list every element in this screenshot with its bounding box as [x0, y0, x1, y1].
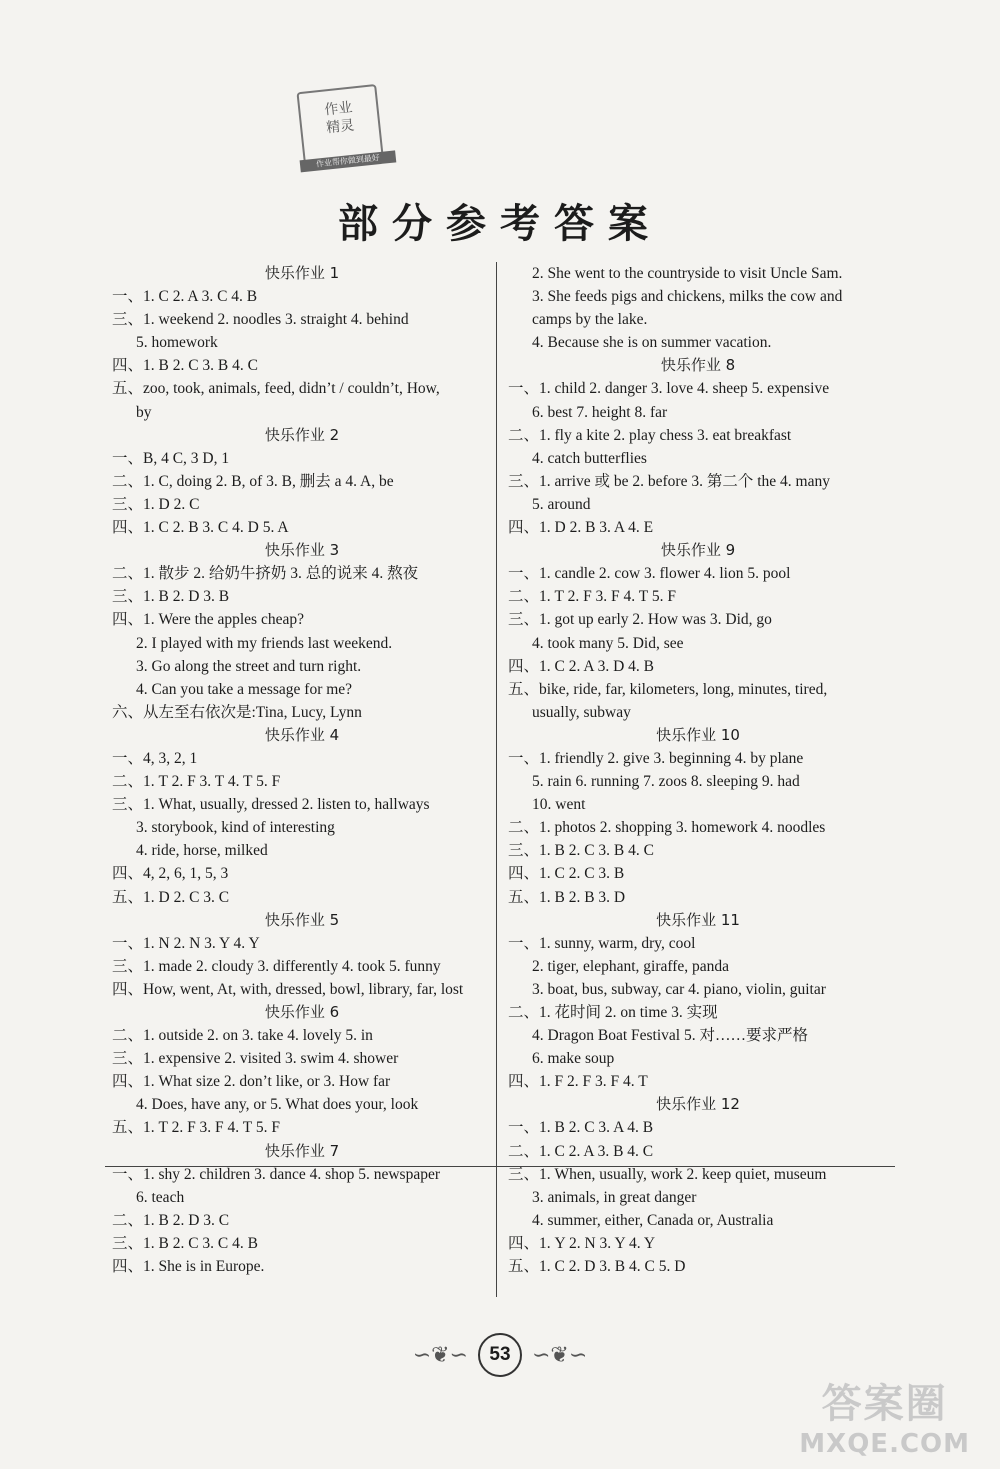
answer-line: 三、1. B 2. D 3. B [112, 588, 230, 606]
answer-line: 五、1. T 2. F 3. F 4. T 5. F [112, 1119, 280, 1137]
answer-column-right [508, 262, 888, 1278]
answer-line: 三、1. weekend 2. noodles 3. straight 4. behind [112, 311, 409, 329]
answer-line: 二、1. C 2. A 3. B 4. C [508, 1142, 654, 1160]
answer-line: 三、1. B 2. C 3. B 4. C [508, 842, 654, 860]
section-heading: 快乐作业 7 [264, 1141, 340, 1160]
answer-line: 四、1. C 2. A 3. D 4. B [508, 657, 654, 675]
section-heading: 快乐作业 2 [264, 425, 340, 444]
watermark-text: 答案圈 [821, 1381, 948, 1427]
answer-line: 二、1. 花时间 2. on time 3. 实现 [508, 1004, 718, 1021]
answer-line: 六、从左至右依次是:Tina, Lucy, Lynn [112, 703, 362, 721]
leaf-ornament-icon: ∽❦∽ [412, 1342, 468, 1367]
answer-line: 五、1. C 2. D 3. B 4. C 5. D [508, 1258, 686, 1276]
watermark-url: MXQE.COM [799, 1429, 970, 1459]
answer-line: 五、1. B 2. B 3. D [508, 888, 626, 906]
answer-line: 一、1. B 2. C 3. A 4. B [508, 1119, 654, 1137]
answer-line: 一、4, 3, 2, 1 [112, 749, 198, 767]
answer-line: 四、1. D 2. B 3. A 4. E [508, 519, 654, 537]
brand-logo [296, 84, 383, 169]
answer-column-left [112, 262, 492, 1278]
answer-line: 四、1. C 2. B 3. C 4. D 5. A [112, 519, 289, 537]
answer-line: 三、1. When, usually, work 2. keep quiet, museum [508, 1165, 827, 1183]
answer-line: by [136, 403, 152, 421]
answer-line: 四、1. Y 2. N 3. Y 4. Y [508, 1234, 656, 1252]
answer-line: 3. Go along the street and turn right. [136, 657, 362, 675]
section-heading: 快乐作业 3 [264, 541, 340, 560]
section-heading: 快乐作业 8 [660, 356, 736, 375]
answer-line: 6. teach [136, 1188, 185, 1206]
answer-line: 一、1. friendly 2. give 3. beginning 4. by plane [508, 749, 804, 767]
answer-line: 4. Can you take a message for me? [136, 680, 353, 698]
answer-line: 4. Does, have any, or 5. What does your, look [136, 1096, 419, 1114]
answer-line: 一、1. candle 2. cow 3. flower 4. lion 5. pool [508, 565, 791, 583]
logo-text-1: 作业 [323, 99, 354, 119]
answer-line: 5. homework [136, 334, 218, 352]
answer-line: 一、1. N 2. N 3. Y 4. Y [112, 934, 260, 952]
section-heading: 快乐作业 9 [660, 541, 736, 560]
answer-line: 二、1. B 2. D 3. C [112, 1211, 230, 1229]
answer-line: 四、4, 2, 6, 1, 5, 3 [112, 865, 229, 883]
page-title: 部分参考答案 [338, 200, 662, 247]
answer-line: 四、How, went, At, with, dressed, bowl, library, far, lost [112, 980, 464, 998]
answer-line: 二、1. T 2. F 3. F 4. T 5. F [508, 588, 676, 606]
answer-line: 4. Because she is on summer vacation. [532, 334, 772, 352]
answer-line: 三、1. D 2. C [112, 495, 200, 513]
answer-line: 3. boat, bus, subway, car 4. piano, violin, guitar [532, 980, 826, 998]
section-heading: 快乐作业 11 [656, 910, 740, 929]
answer-line: 4. catch butterflies [532, 449, 647, 467]
answer-line: 2. I played with my friends last weekend. [136, 634, 393, 652]
answer-line: 三、1. made 2. cloudy 3. differently 4. took 5. funny [112, 957, 441, 975]
answer-line: 5. rain 6. running 7. zoos 8. sleeping 9. had [532, 773, 800, 791]
logo-text-2: 精灵 [325, 117, 356, 137]
answer-line: 5. around [532, 495, 591, 513]
logo-tagline: 作业帮你做到最好 [300, 150, 397, 172]
answer-line: 6. best 7. height 8. far [532, 403, 668, 421]
leaf-ornament-icon: ∽❦∽ [532, 1342, 588, 1367]
column-divider [496, 262, 497, 1297]
answer-line: 三、1. got up early 2. How was 3. Did, go [508, 611, 772, 629]
answer-line: 一、1. shy 2. children 3. dance 4. shop 5. newspaper [112, 1165, 441, 1183]
answer-line: 三、1. What, usually, dressed 2. listen to, hallways [112, 796, 430, 814]
answer-line: 2. tiger, elephant, giraffe, panda [532, 957, 730, 975]
answer-line: 二、1. outside 2. on 3. take 4. lovely 5. in [112, 1027, 373, 1045]
answer-line: 二、1. fly a kite 2. play chess 3. eat breakfast [508, 426, 792, 444]
section-heading: 快乐作业 6 [264, 1003, 340, 1021]
answer-line: 三、1. B 2. C 3. C 4. B [112, 1234, 258, 1252]
section-heading: 快乐作业 5 [264, 910, 340, 929]
section-heading: 快乐作业 4 [264, 725, 340, 744]
answer-line: 一、B, 4 C, 3 D, 1 [112, 449, 230, 467]
answer-line: 二、1. T 2. F 3. T 4. T 5. F [112, 773, 281, 791]
answer-line: 四、1. F 2. F 3. F 4. T [508, 1073, 648, 1091]
answer-line: usually, subway [532, 703, 631, 721]
answer-line: 四、1. Were the apples cheap? [112, 611, 304, 629]
answer-line: 五、1. D 2. C 3. C [112, 888, 230, 906]
answer-line: 三、1. expensive 2. visited 3. swim 4. shower [112, 1050, 399, 1068]
page-number: 53 [478, 1333, 522, 1377]
answer-line: 五、zoo, took, animals, feed, didn’t / couldn’t, How, [112, 380, 440, 398]
answer-line: 3. animals, in great danger [532, 1188, 697, 1206]
page-footer [0, 1333, 1000, 1377]
answer-line: 一、1. C 2. A 3. C 4. B [112, 288, 258, 306]
section-heading: 快乐作业 1 [264, 264, 340, 282]
answer-line: 五、bike, ride, far, kilometers, long, minutes, tired, [508, 680, 828, 698]
answer-line: camps by the lake. [532, 311, 648, 329]
answer-line: 二、1. 散步 2. 给奶牛挤奶 3. 总的说来 4. 熬夜 [112, 565, 419, 583]
answer-line: 3. She feeds pigs and chickens, milks the cow and [532, 288, 843, 306]
answer-line: 2. She went to the countryside to visit Uncle Sam. [532, 265, 843, 282]
answer-line: 一、1. child 2. danger 3. love 4. sheep 5. expensive [508, 380, 830, 398]
answer-line: 二、1. C, doing 2. B, of 3. B, 删去 a 4. A, be [112, 472, 394, 490]
answer-line: 四、1. What size 2. don’t like, or 3. How far [112, 1073, 391, 1091]
answer-line: 6. make soup [532, 1050, 615, 1068]
answer-line: 4. summer, either, Canada or, Australia [532, 1211, 774, 1229]
section-heading: 快乐作业 10 [656, 725, 740, 744]
answer-line: 四、1. She is in Europe. [112, 1258, 265, 1276]
answer-line: 一、1. sunny, warm, dry, cool [508, 934, 696, 952]
answer-line: 3. storybook, kind of interesting [136, 819, 335, 837]
answer-line: 二、1. photos 2. shopping 3. homework 4. noodles [508, 819, 826, 837]
site-watermark [799, 1372, 970, 1459]
answer-line: 4. Dragon Boat Festival 5. 对……要求严格 [532, 1027, 808, 1045]
answer-line: 四、1. C 2. C 3. B [508, 865, 625, 883]
answer-line: 10. went [532, 796, 586, 814]
answer-line: 4. took many 5. Did, see [532, 634, 684, 652]
section-heading: 快乐作业 12 [656, 1095, 740, 1114]
answer-line: 四、1. B 2. C 3. B 4. C [112, 357, 258, 375]
answer-line: 三、1. arrive 或 be 2. before 3. 第二个 the 4. many [508, 472, 830, 490]
answer-line: 4. ride, horse, milked [136, 842, 268, 860]
